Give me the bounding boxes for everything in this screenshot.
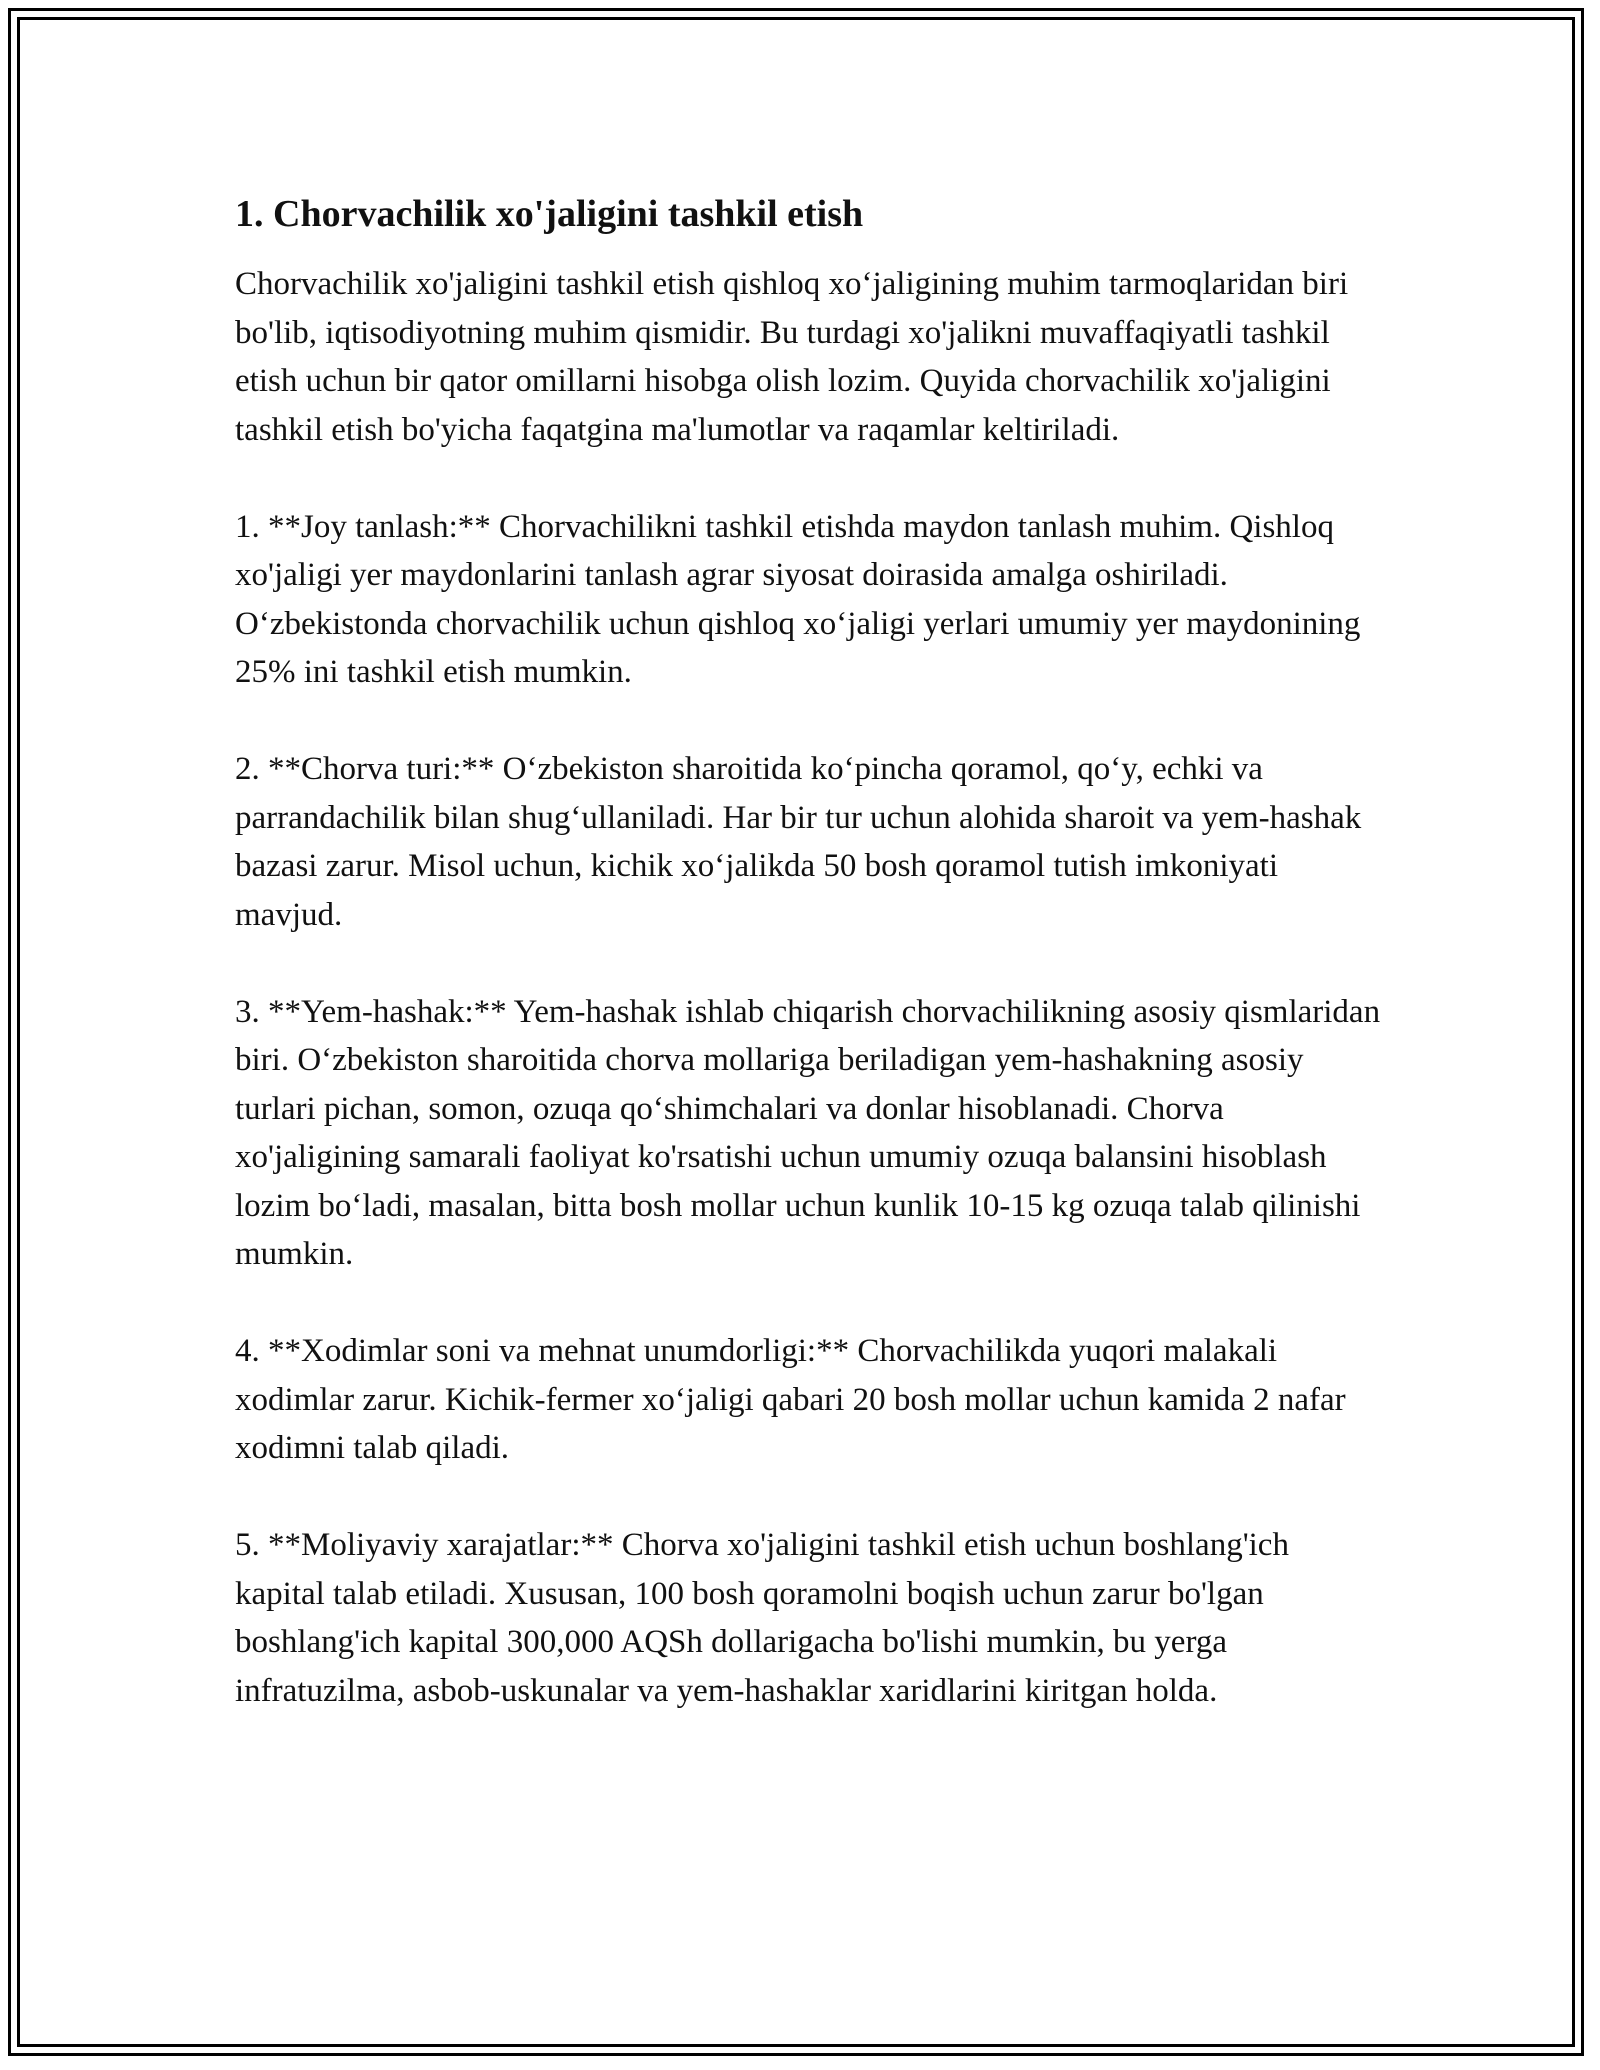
paragraph-joy-tanlash: 1. **Joy tanlash:** Chorvachilikni tashkil etishda maydon tanlash muhim. Qishloq xo'jaligi yer maydonlarini tanlash agrar siyosat doirasida amalga oshiriladi. O‘zbekistonda chorvachilik uchun qishloq xo‘jaligi yerlari umumiy yer maydonining 25% ini tashkil etish mumkin. bbox=[235, 508, 1361, 690]
paragraph-xodimlar: 4. **Xodimlar soni va mehnat unumdorligi:** Chorvachilikda yuqori malakali xodimlar zarur. Kichik-fermer xo‘jaligi qabari 20 bosh mollar uchun kamida 2 nafar xodimni talab qiladi. bbox=[235, 1333, 1346, 1466]
paragraph-yem-hashak: 3. **Yem-hashak:** Yem-hashak ishlab chiqarish chorvachilikning asosiy qismlaridan biri. O‘zbekiston sharoitida chorva mollariga beriladigan yem-hashakning asosiy turlari pichan, somon, ozuqa qo‘shimchalari va donlar hisoblanadi. Chorva xo'jaligining samarali faoliyat ko'rsatishi uchun umumiy ozuqa balansini hisoblash lozim bo‘ladi, masalan, bitta bosh mollar uchun kunlik 10-15 kg ozuqa talab qilinishi mumkin. bbox=[235, 993, 1381, 1272]
paragraph-moliyaviy: 5. **Moliyaviy xarajatlar:** Chorva xo'jaligini tashkil etish uchun boshlang'ich kapital talab etiladi. Xususan, 100 bosh qoramolni boqish uchun zarur bo'lgan boshlang'ich kapital 300,000 AQSh dollarigacha bo'lishi mumkin, bu yerga infratuzilma, asbob-uskunalar va yem-hashaklar xaridlarini kiritgan holda. bbox=[235, 1527, 1289, 1709]
document-body bbox=[235, 188, 1385, 1764]
paragraph-chorva-turi: 2. **Chorva turi:** O‘zbekiston sharoitida ko‘pincha qoramol, qo‘y, echki va parrandachilik bilan shug‘ullaniladi. Har bir tur uchun alohida sharoit va yem-hashak bazasi zarur. Misol uchun, kichik xo‘jalikda 50 bosh qoramol tutish imkoniyati mavjud. bbox=[235, 751, 1362, 933]
document-title: 1. Chorvachilik xo'jaligini tashkil etish bbox=[235, 193, 864, 235]
intro-paragraph: Chorvachilik xo'jaligini tashkil etish qishloq xo‘jaligining muhim tarmoqlaridan biri bo'lib, iqtisodiyotning muhim qismidir. Bu turdagi xo'jalikni muvaffaqiyatli tashkil etish uchun bir qator omillarni hisobga olish lozim. Quyida chorvachilik xo'jaligini tashkil etish bo'yicha faqatgina ma'lumotlar va raqamlar keltiriladi. bbox=[235, 266, 1349, 448]
